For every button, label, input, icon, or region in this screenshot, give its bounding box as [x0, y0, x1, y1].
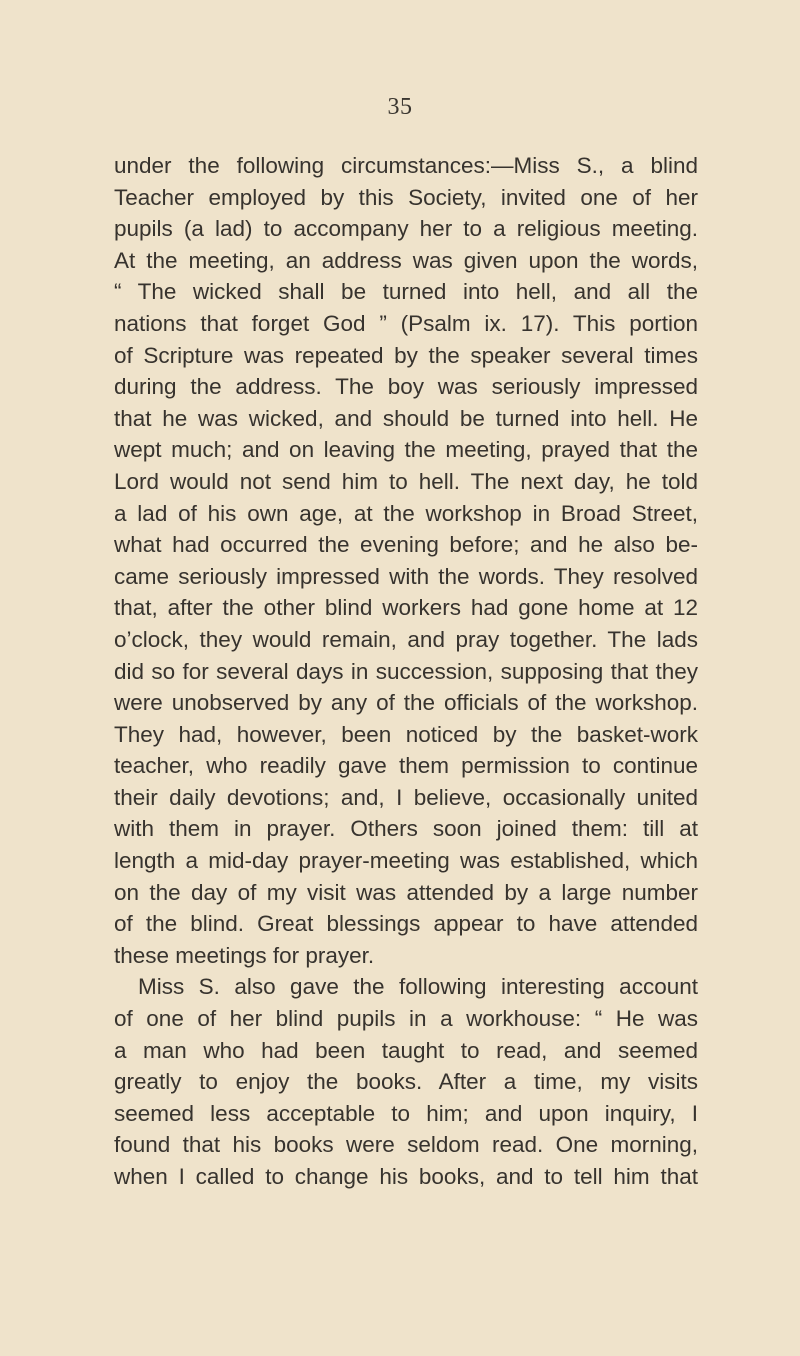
text-line: did so for several days in succession, supposing that they: [114, 658, 698, 684]
text-line: “ The wicked shall be turned into hell, and all the: [114, 279, 698, 305]
text-line: of one of her blind pupils in a workhouse: “ He was: [114, 1006, 698, 1032]
text-line: seemed less acceptable to him; and upon inquiry, I: [114, 1100, 698, 1126]
text-line: teacher, who readily gave them permission to continue: [114, 753, 698, 779]
text-line: what had occurred the evening before; and he also be-: [114, 532, 698, 558]
text-line: greatly to enjoy the books. After a time, my visits: [114, 1069, 698, 1095]
text-line: At the meeting, an address was given upon the words,: [114, 247, 698, 273]
text-line: o’clock, they would remain, and pray together. The lads: [114, 626, 698, 652]
page-number: 35: [387, 94, 413, 120]
body-text: [114, 150, 698, 1193]
text-line: of the blind. Great blessings appear to have attended: [114, 911, 698, 937]
text-line: during the address. The boy was seriously impressed: [114, 374, 698, 400]
text-line: length a mid-day prayer-meeting was established, which: [114, 848, 698, 874]
text-line: found that his books were seldom read. One morning,: [114, 1132, 698, 1158]
text-line: They had, however, been noticed by the basket-work: [114, 721, 698, 747]
text-line: on the day of my visit was attended by a large number: [114, 879, 698, 905]
text-line: Miss S. also gave the following interesting account: [138, 974, 698, 1000]
text-line: a man who had been taught to read, and seemed: [114, 1037, 698, 1063]
text-line: with them in prayer. Others soon joined them: till at: [114, 816, 698, 842]
text-line: pupils (a lad) to accompany her to a religious meeting.: [114, 216, 698, 242]
text-line: wept much; and on leaving the meeting, prayed that the: [114, 437, 698, 463]
text-line: a lad of his own age, at the workshop in Broad Street,: [114, 500, 698, 526]
text-line: these meetings for prayer.: [114, 942, 375, 968]
text-line: when I called to change his books, and to tell him that: [114, 1164, 698, 1189]
text-line: under the following circumstances:—Miss S., a blind: [114, 153, 698, 178]
text-line: nations that forget God ” (Psalm ix. 17). This portion: [114, 310, 698, 336]
text-line: Lord would not send him to hell. The next day, he told: [114, 468, 698, 494]
text-line: were unobserved by any of the officials of the workshop.: [114, 690, 698, 716]
text-line: Teacher employed by this Society, invited one of her: [114, 184, 698, 210]
text-line: that, after the other blind workers had gone home at 12: [114, 595, 698, 621]
text-line: their daily devotions; and, I believe, occasionally united: [114, 784, 698, 810]
text-line: that he was wicked, and should be turned into hell. He: [114, 405, 698, 431]
text-line: came seriously impressed with the words. They resolved: [114, 563, 698, 589]
text-line: of Scripture was repeated by the speaker several times: [114, 342, 698, 368]
